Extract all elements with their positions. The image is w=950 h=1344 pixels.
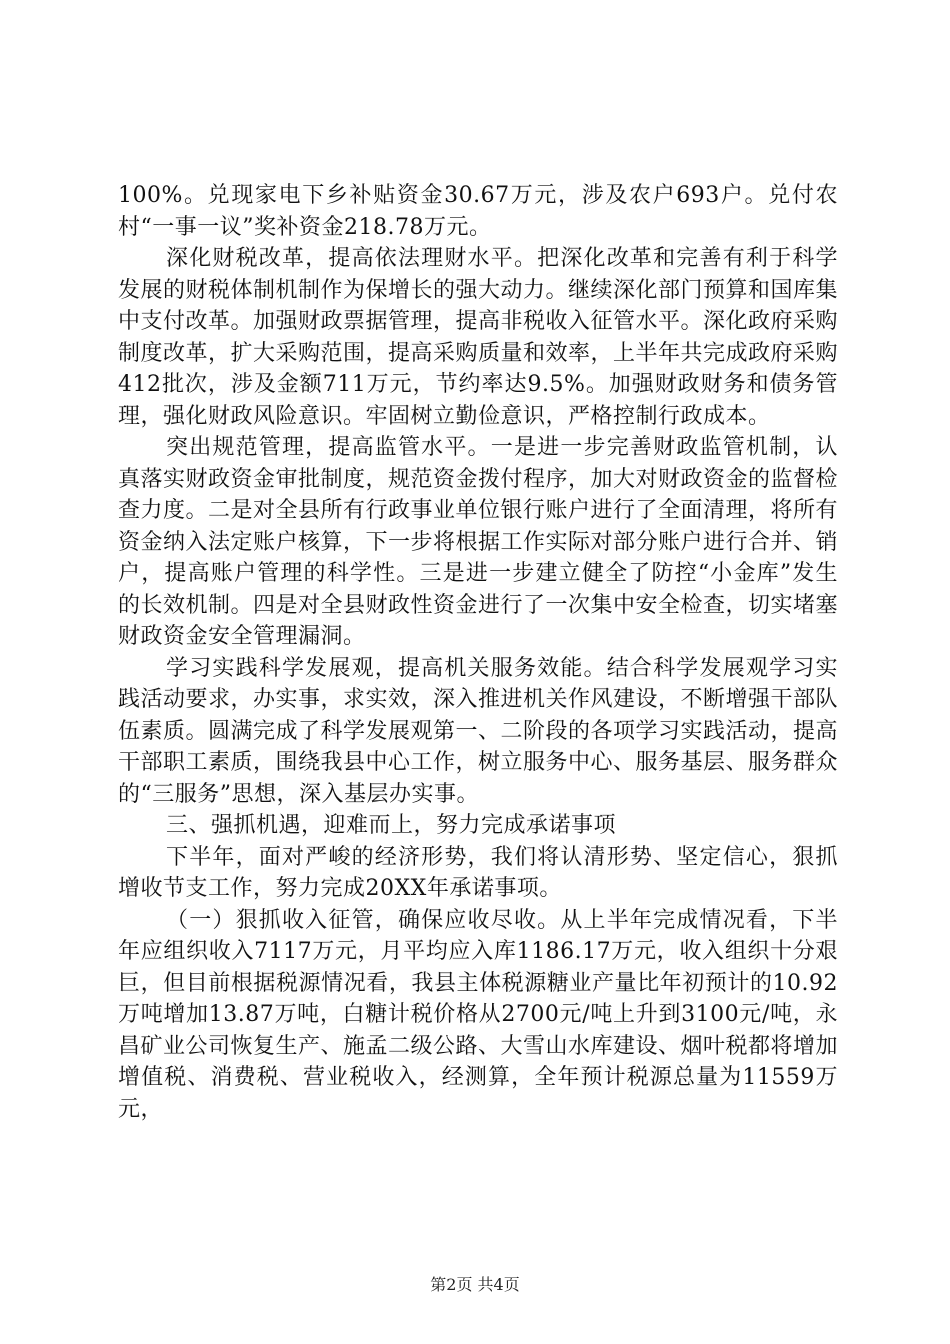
section-heading: 三、强抓机遇，迎难而上，努力完成承诺事项: [166, 813, 617, 838]
page-footer: 第2页 共4页: [430, 1275, 520, 1294]
paragraph-5: 下半年，面对严峻的经济形势，我们将认清形势、坚定信心，狠抓增收节支工作，努力完成20XX年承诺事项。: [118, 844, 838, 901]
paragraph-6: （一）狠抓收入征管，确保应收尽收。从上半年完成情况看，下半年应组织收入7117万元，月平均应入库1186.17万元，收入组织十分艰巨，但目前根据税源情况看，我县主体税源糖业产量比年初预计的10.92万吨增加13.87万吨，白糖计税价格从2700元/吨上升到3100元/吨，永昌矿业公司恢复生产、施孟二级公路、大雪山水库建设、烟叶税都将增加增值税、消费税、营业税收入，经测算，全年预计税源总量为11559万元，: [118, 907, 839, 1122]
document-body: [118, 180, 838, 1125]
paragraph-4: 学习实践科学发展观，提高机关服务效能。结合科学发展观学习实践活动要求，办实事，求实效，深入推进机关作风建设，不断增强干部队伍素质。圆满完成了科学发展观第一、二阶段的各项学习实践活动，提高干部职工素质，围绕我县中心工作，树立服务中心、服务基层、服务群众的“三服务”思想，深入基层办实事。: [118, 655, 839, 807]
paragraph-3: 突出规范管理，提高监管水平。一是进一步完善财政监管机制，认真落实财政资金审批制度，规范资金拨付程序，加大对财政资金的监督检查力度。二是对全县所有行政事业单位银行账户进行了全面清理，将所有资金纳入法定账户核算，下一步将根据工作实际对部分账户进行合并、销户，提高账户管理的科学性。三是进一步建立健全了防控“小金库”发生的长效机制。四是对全县财政性资金进行了一次集中安全检查，切实堵塞财政资金安全管理漏洞。: [118, 435, 839, 649]
paragraph-1: 100%。兑现家电下乡补贴资金30.67万元，涉及农户693户。兑付农村“一事一议”奖补资金218.78万元。: [118, 183, 838, 240]
paragraph-2: 深化财税改革，提高依法理财水平。把深化改革和完善有利于科学发展的财税体制机制作为保增长的强大动力。继续深化部门预算和国库集中支付改革。加强财政票据管理，提高非税收入征管水平。深化政府采购制度改革，扩大采购范围，提高采购质量和效率，上半年共完成政府采购412批次，涉及金额711万元，节约率达9.5%。加强财政财务和债务管理，强化财政风险意识。牢固树立勤俭意识，严格控制行政成本。: [118, 246, 839, 429]
